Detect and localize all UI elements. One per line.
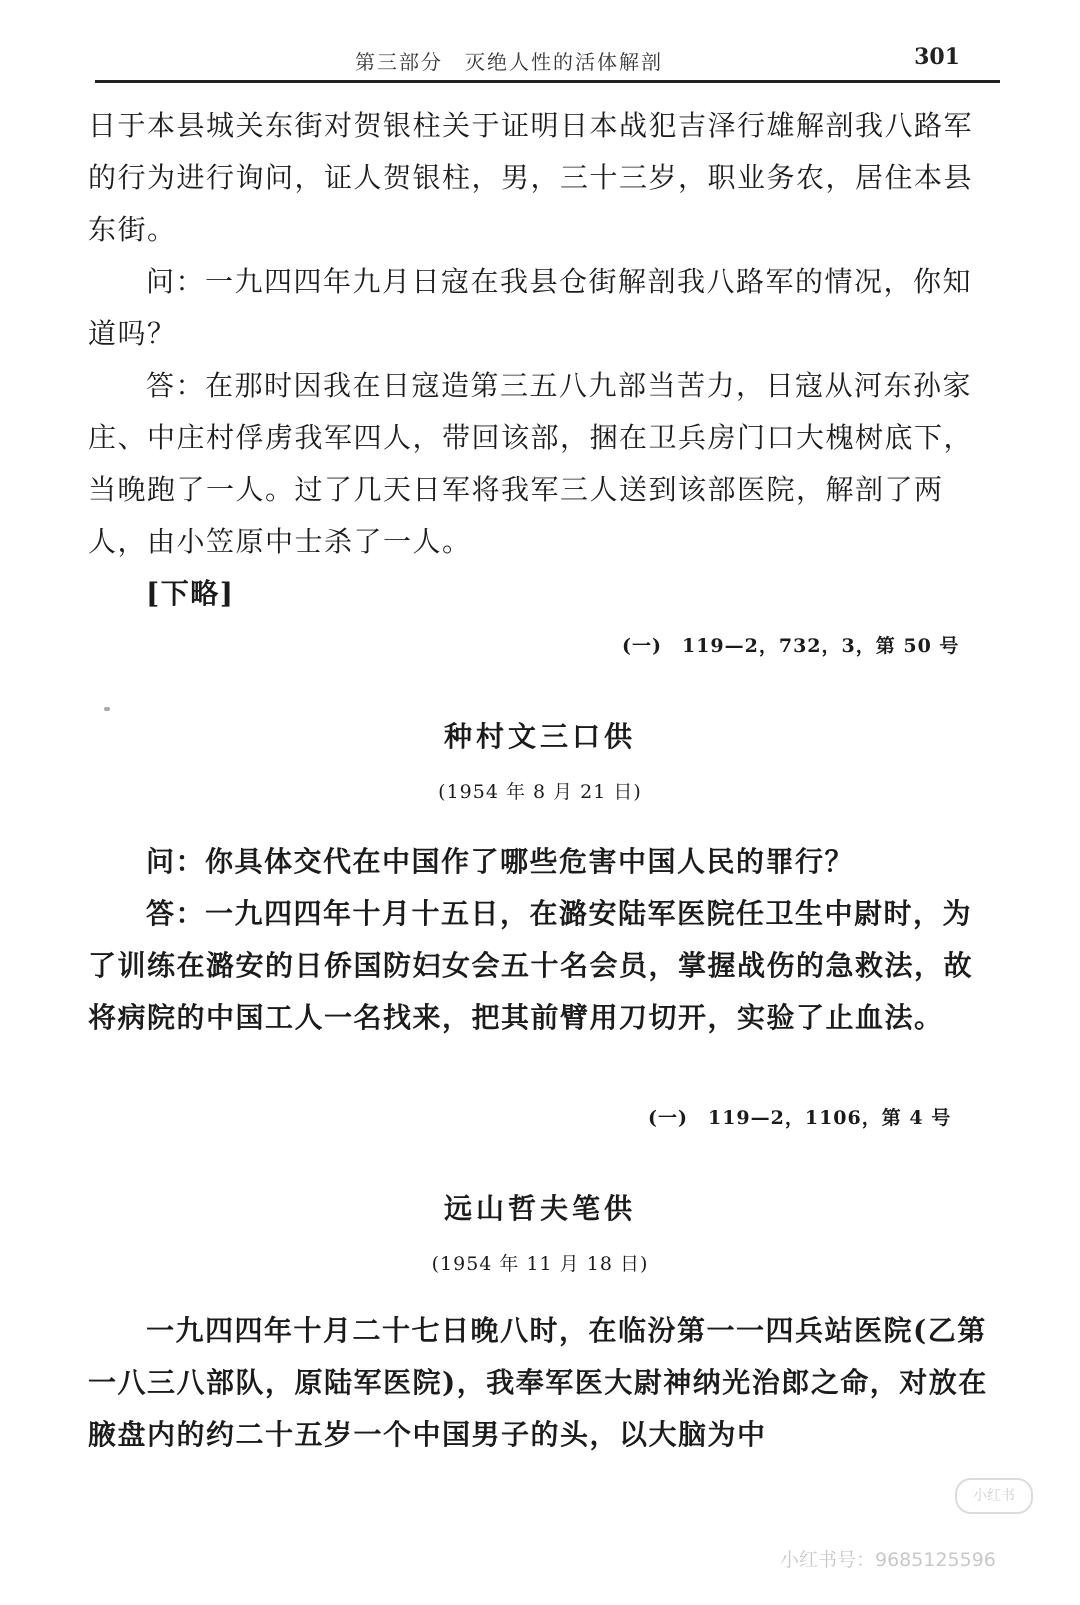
record2-date: (1954 年 8 月 21 日) bbox=[438, 781, 642, 803]
record2-source-note: (一) 119—2，1106，第 4 号 bbox=[648, 1107, 952, 1129]
record2-answer: 答：一九四四年十月十五日，在潞安陆军医院任卫生中尉时，为了训练在潞安的日侨国防妇女会五十名会员，掌握战伤的急救法，故将病院的中国工人一名找来，把其前臂用刀切开，实验了止血法。 bbox=[88, 897, 974, 1034]
section-title: 第三部分 灭绝人性的活体解剖 bbox=[355, 50, 663, 74]
record1-answer: 答：在那时因我在日寇造第三五八九部当苦力，日寇从河东孙家庄、中庄村俘虏我军四人，带回该部，捆在卫兵房门口大槐树底下，当晚跑了一人。过了几天日军将我军三人送到该部医院，解剖了两人，由小笠原中士杀了一人。 bbox=[88, 369, 974, 558]
record1-source-note: (一) 119—2，732，3，第 50 号 bbox=[622, 635, 960, 657]
running-header bbox=[95, 40, 1000, 83]
watermark-logo: 小红书 bbox=[955, 1478, 1033, 1514]
record1-intro: 日于本县城关东街对贺银柱关于证明日本战犯吉泽行雄解剖我八路军的行为进行询问，证人贺银柱，男，三十三岁，职业务农，居住本县东街。 bbox=[88, 109, 974, 246]
record3-body: 一九四四年十月二十七日晚八时，在临汾第一一四兵站医院(乙第一八三八部队，原陆军医院)，我奉军医大尉神纳光治郎之命，对放在腋盘内的约二十五岁一个中国男子的头，以大脑为中 bbox=[88, 1314, 988, 1451]
record2-title: 种村文三口供 bbox=[443, 720, 636, 753]
scan-speck bbox=[104, 707, 110, 711]
watermark-text: 小红书号：9685125596 bbox=[780, 1549, 996, 1571]
record2-question: 问：你具体交代在中国作了哪些危害中国人民的罪行？ bbox=[146, 845, 855, 878]
record1-omitted: [下略] bbox=[146, 577, 235, 610]
record1-question: 问：一九四四年九月日寇在我县仓街解剖我八路军的情况，你知道吗？ bbox=[88, 265, 973, 350]
page-number: 301 bbox=[914, 44, 960, 70]
record3-title: 远山哲夫笔供 bbox=[443, 1192, 636, 1225]
record3-date: (1954 年 11 月 18 日) bbox=[431, 1253, 649, 1275]
